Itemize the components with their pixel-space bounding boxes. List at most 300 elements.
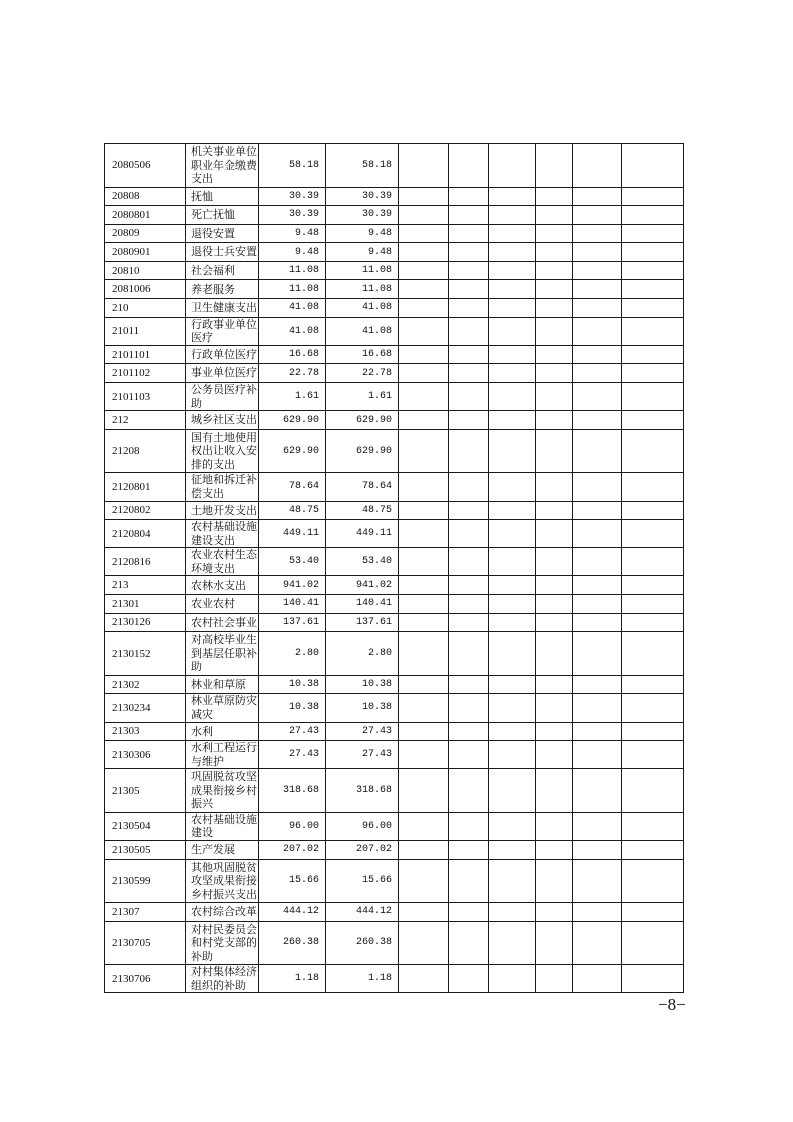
blank-cell xyxy=(399,364,449,383)
amount-cell: 48.75 xyxy=(326,501,399,520)
amount-cell: 9.48 xyxy=(259,224,326,243)
item-name-text: 农村基础设施建设支出 xyxy=(191,520,257,547)
blank-cell xyxy=(489,965,536,993)
table-row xyxy=(105,345,684,364)
blank-cell xyxy=(399,965,449,993)
blank-cell xyxy=(573,411,622,430)
table-row xyxy=(105,383,684,411)
blank-cell xyxy=(449,364,489,383)
blank-cell xyxy=(573,364,622,383)
blank-cell xyxy=(622,224,684,243)
blank-cell xyxy=(399,501,449,520)
blank-cell xyxy=(622,548,684,576)
blank-cell xyxy=(536,859,573,903)
blank-cell xyxy=(399,429,449,473)
amount-cell: 78.64 xyxy=(259,473,326,501)
blank-cell xyxy=(536,595,573,614)
amount-cell: 10.38 xyxy=(326,675,399,694)
blank-cell xyxy=(536,473,573,501)
item-code-cell: 2130152 xyxy=(105,632,186,676)
blank-cell xyxy=(489,317,536,345)
amount-cell: 9.48 xyxy=(259,243,326,262)
blank-cell xyxy=(573,965,622,993)
blank-cell xyxy=(449,261,489,280)
blank-cell xyxy=(536,694,573,722)
blank-cell xyxy=(449,694,489,722)
table-row xyxy=(105,812,684,840)
item-name-text: 农村社会事业 xyxy=(191,615,257,629)
blank-cell xyxy=(489,243,536,262)
table-row xyxy=(105,520,684,548)
blank-cell xyxy=(536,224,573,243)
item-name-cell xyxy=(186,520,259,548)
blank-cell xyxy=(399,741,449,769)
blank-cell xyxy=(399,595,449,614)
amount-cell: 41.08 xyxy=(259,317,326,345)
item-code-cell: 21011 xyxy=(105,317,186,345)
blank-cell xyxy=(536,243,573,262)
item-code-cell: 2120802 xyxy=(105,501,186,520)
item-name-text: 行政单位医疗 xyxy=(191,347,257,361)
item-name-text: 退役士兵安置 xyxy=(191,245,257,259)
table-row xyxy=(105,243,684,262)
amount-cell: 444.12 xyxy=(259,903,326,922)
item-code-cell: 2130234 xyxy=(105,694,186,722)
item-name-cell xyxy=(186,595,259,614)
blank-cell xyxy=(573,741,622,769)
item-name-cell xyxy=(186,812,259,840)
blank-cell xyxy=(449,859,489,903)
blank-cell xyxy=(449,206,489,225)
blank-cell xyxy=(489,261,536,280)
item-name-cell xyxy=(186,429,259,473)
amount-cell: 1.18 xyxy=(259,965,326,993)
item-name-cell xyxy=(186,243,259,262)
blank-cell xyxy=(489,859,536,903)
blank-cell xyxy=(489,576,536,595)
item-code-cell: 2130504 xyxy=(105,812,186,840)
blank-cell xyxy=(622,841,684,860)
blank-cell xyxy=(399,317,449,345)
blank-cell xyxy=(449,144,489,188)
blank-cell xyxy=(622,859,684,903)
blank-cell xyxy=(536,613,573,632)
amount-cell: 27.43 xyxy=(326,741,399,769)
blank-cell xyxy=(449,841,489,860)
item-name-cell xyxy=(186,144,259,188)
item-name-text: 机关事业单位职业年金缴费支出 xyxy=(191,145,257,185)
amount-cell: 137.61 xyxy=(259,613,326,632)
blank-cell xyxy=(399,224,449,243)
blank-cell xyxy=(449,243,489,262)
blank-cell xyxy=(399,280,449,299)
blank-cell xyxy=(399,841,449,860)
blank-cell xyxy=(449,299,489,318)
blank-cell xyxy=(536,722,573,741)
item-code-cell: 21208 xyxy=(105,429,186,473)
item-name-cell xyxy=(186,299,259,318)
blank-cell xyxy=(573,576,622,595)
blank-cell xyxy=(573,187,622,206)
item-name-cell xyxy=(186,364,259,383)
blank-cell xyxy=(399,345,449,364)
item-name-cell xyxy=(186,501,259,520)
amount-cell: 318.68 xyxy=(259,769,326,813)
item-code-cell: 21307 xyxy=(105,903,186,922)
blank-cell xyxy=(449,224,489,243)
item-name-cell xyxy=(186,548,259,576)
table-row xyxy=(105,187,684,206)
blank-cell xyxy=(489,144,536,188)
table-row xyxy=(105,224,684,243)
blank-cell xyxy=(449,595,489,614)
table-row xyxy=(105,317,684,345)
table-row xyxy=(105,632,684,676)
blank-cell xyxy=(622,812,684,840)
item-name-text: 对高校毕业生到基层任职补助 xyxy=(191,633,257,674)
blank-cell xyxy=(622,903,684,922)
amount-cell: 207.02 xyxy=(259,841,326,860)
amount-cell: 41.08 xyxy=(326,317,399,345)
blank-cell xyxy=(449,317,489,345)
blank-cell xyxy=(573,429,622,473)
amount-cell: 58.18 xyxy=(326,144,399,188)
blank-cell xyxy=(622,206,684,225)
blank-cell xyxy=(489,187,536,206)
amount-cell: 629.90 xyxy=(326,429,399,473)
blank-cell xyxy=(573,261,622,280)
amount-cell: 629.90 xyxy=(326,411,399,430)
blank-cell xyxy=(536,144,573,188)
blank-cell xyxy=(536,965,573,993)
item-code-cell: 21301 xyxy=(105,595,186,614)
blank-cell xyxy=(536,206,573,225)
blank-cell xyxy=(536,383,573,411)
blank-cell xyxy=(536,741,573,769)
item-code-cell: 2130599 xyxy=(105,859,186,903)
blank-cell xyxy=(536,812,573,840)
blank-cell xyxy=(536,261,573,280)
amount-cell: 41.08 xyxy=(259,299,326,318)
blank-cell xyxy=(573,299,622,318)
amount-cell: 53.40 xyxy=(259,548,326,576)
blank-cell xyxy=(449,501,489,520)
blank-cell xyxy=(399,411,449,430)
blank-cell xyxy=(573,473,622,501)
item-name-text: 对村民委员会和村党支部的补助 xyxy=(191,922,257,963)
blank-cell xyxy=(449,632,489,676)
blank-cell xyxy=(573,548,622,576)
table-row xyxy=(105,769,684,813)
table-row xyxy=(105,280,684,299)
table-body xyxy=(105,144,684,993)
blank-cell xyxy=(573,613,622,632)
blank-cell xyxy=(573,769,622,813)
item-name-cell xyxy=(186,411,259,430)
blank-cell xyxy=(573,722,622,741)
blank-cell xyxy=(489,694,536,722)
item-code-cell: 2101103 xyxy=(105,383,186,411)
amount-cell: 9.48 xyxy=(326,224,399,243)
amount-cell: 15.66 xyxy=(259,859,326,903)
blank-cell xyxy=(399,921,449,965)
amount-cell: 30.39 xyxy=(326,187,399,206)
blank-cell xyxy=(449,473,489,501)
blank-cell xyxy=(449,613,489,632)
blank-cell xyxy=(449,520,489,548)
table-row xyxy=(105,299,684,318)
blank-cell xyxy=(622,741,684,769)
blank-cell xyxy=(622,261,684,280)
table-row xyxy=(105,411,684,430)
blank-cell xyxy=(573,224,622,243)
item-name-cell xyxy=(186,841,259,860)
blank-cell xyxy=(449,812,489,840)
table-row xyxy=(105,473,684,501)
blank-cell xyxy=(536,841,573,860)
item-name-text: 公务员医疗补助 xyxy=(191,383,257,410)
item-code-cell: 21305 xyxy=(105,769,186,813)
item-name-cell xyxy=(186,383,259,411)
blank-cell xyxy=(536,903,573,922)
item-name-cell xyxy=(186,613,259,632)
page-number: −8− xyxy=(658,995,686,1014)
blank-cell xyxy=(622,411,684,430)
amount-cell: 10.38 xyxy=(326,694,399,722)
blank-cell xyxy=(449,383,489,411)
blank-cell xyxy=(622,694,684,722)
blank-cell xyxy=(622,187,684,206)
table-row xyxy=(105,576,684,595)
item-name-cell xyxy=(186,206,259,225)
blank-cell xyxy=(489,364,536,383)
table-row xyxy=(105,548,684,576)
amount-cell: 1.18 xyxy=(326,965,399,993)
blank-cell xyxy=(489,722,536,741)
blank-cell xyxy=(399,299,449,318)
blank-cell xyxy=(622,675,684,694)
amount-cell: 10.38 xyxy=(259,675,326,694)
blank-cell xyxy=(622,769,684,813)
item-code-cell: 2120801 xyxy=(105,473,186,501)
item-name-text: 其他巩固脱贫攻坚成果衔接乡村振兴支出 xyxy=(191,860,257,901)
item-name-text: 水利工程运行与维护 xyxy=(191,741,257,768)
table-row xyxy=(105,921,684,965)
blank-cell xyxy=(399,812,449,840)
item-name-cell xyxy=(186,280,259,299)
item-name-text: 巩固脱贫攻坚成果衔接乡村振兴 xyxy=(191,770,257,811)
table-row xyxy=(105,722,684,741)
blank-cell xyxy=(622,345,684,364)
blank-cell xyxy=(399,206,449,225)
amount-cell: 48.75 xyxy=(259,501,326,520)
amount-cell: 1.61 xyxy=(326,383,399,411)
item-name-text: 对村集体经济组织的补助 xyxy=(191,965,257,992)
blank-cell xyxy=(489,548,536,576)
table-row xyxy=(105,675,684,694)
blank-cell xyxy=(399,694,449,722)
item-name-cell xyxy=(186,317,259,345)
table-row xyxy=(105,965,684,993)
blank-cell xyxy=(399,144,449,188)
amount-cell: 16.68 xyxy=(259,345,326,364)
item-code-cell: 2130505 xyxy=(105,841,186,860)
blank-cell xyxy=(536,317,573,345)
blank-cell xyxy=(489,411,536,430)
amount-cell: 449.11 xyxy=(326,520,399,548)
blank-cell xyxy=(489,501,536,520)
amount-cell: 444.12 xyxy=(326,903,399,922)
blank-cell xyxy=(489,741,536,769)
item-code-cell: 2101101 xyxy=(105,345,186,364)
blank-cell xyxy=(573,632,622,676)
blank-cell xyxy=(449,548,489,576)
blank-cell xyxy=(489,520,536,548)
blank-cell xyxy=(399,261,449,280)
blank-cell xyxy=(536,187,573,206)
amount-cell: 96.00 xyxy=(259,812,326,840)
amount-cell: 15.66 xyxy=(326,859,399,903)
table-row xyxy=(105,841,684,860)
amount-cell: 10.38 xyxy=(259,694,326,722)
blank-cell xyxy=(449,429,489,473)
amount-cell: 260.38 xyxy=(326,921,399,965)
blank-cell xyxy=(622,317,684,345)
blank-cell xyxy=(449,769,489,813)
item-name-cell xyxy=(186,859,259,903)
blank-cell xyxy=(573,243,622,262)
item-name-text: 土地开发支出 xyxy=(191,503,257,517)
amount-cell: 30.39 xyxy=(326,206,399,225)
blank-cell xyxy=(399,187,449,206)
item-code-cell: 2120804 xyxy=(105,520,186,548)
item-name-cell xyxy=(186,903,259,922)
table-row xyxy=(105,429,684,473)
item-name-text: 征地和拆迁补偿支出 xyxy=(191,473,257,500)
amount-cell: 137.61 xyxy=(326,613,399,632)
item-name-text: 水利 xyxy=(191,724,213,738)
blank-cell xyxy=(536,520,573,548)
item-name-text: 退役安置 xyxy=(191,226,235,240)
blank-cell xyxy=(489,224,536,243)
table-row xyxy=(105,144,684,188)
amount-cell: 27.43 xyxy=(326,722,399,741)
table-row xyxy=(105,206,684,225)
item-name-text: 林业草原防灾减灾 xyxy=(191,694,257,721)
amount-cell: 78.64 xyxy=(326,473,399,501)
amount-cell: 1.61 xyxy=(259,383,326,411)
item-name-cell xyxy=(186,965,259,993)
blank-cell xyxy=(489,769,536,813)
item-code-cell: 2080506 xyxy=(105,144,186,188)
table-row xyxy=(105,501,684,520)
blank-cell xyxy=(536,921,573,965)
amount-cell: 11.08 xyxy=(259,280,326,299)
blank-cell xyxy=(622,429,684,473)
blank-cell xyxy=(573,595,622,614)
blank-cell xyxy=(449,280,489,299)
blank-cell xyxy=(449,741,489,769)
item-code-cell: 20810 xyxy=(105,261,186,280)
blank-cell xyxy=(449,965,489,993)
item-name-text: 农村基础设施建设 xyxy=(191,812,257,840)
blank-cell xyxy=(573,903,622,922)
amount-cell: 629.90 xyxy=(259,411,326,430)
blank-cell xyxy=(573,501,622,520)
item-code-cell: 2130706 xyxy=(105,965,186,993)
amount-cell: 11.08 xyxy=(326,280,399,299)
amount-cell: 629.90 xyxy=(259,429,326,473)
item-name-text: 农村综合改革 xyxy=(191,905,257,919)
blank-cell xyxy=(489,841,536,860)
item-name-cell xyxy=(186,345,259,364)
blank-cell xyxy=(536,364,573,383)
item-name-cell xyxy=(186,769,259,813)
amount-cell: 11.08 xyxy=(259,261,326,280)
blank-cell xyxy=(536,299,573,318)
blank-cell xyxy=(449,187,489,206)
blank-cell xyxy=(449,903,489,922)
amount-cell: 27.43 xyxy=(259,741,326,769)
item-code-cell: 2101102 xyxy=(105,364,186,383)
blank-cell xyxy=(489,206,536,225)
item-name-text: 死亡抚恤 xyxy=(191,208,235,222)
item-name-text: 农业农村 xyxy=(191,597,235,611)
item-name-text: 城乡社区支出 xyxy=(191,413,257,427)
blank-cell xyxy=(573,921,622,965)
blank-cell xyxy=(622,576,684,595)
blank-cell xyxy=(399,520,449,548)
item-code-cell: 2120816 xyxy=(105,548,186,576)
blank-cell xyxy=(489,383,536,411)
blank-cell xyxy=(399,243,449,262)
blank-cell xyxy=(449,722,489,741)
amount-cell: 30.39 xyxy=(259,187,326,206)
blank-cell xyxy=(449,675,489,694)
item-name-text: 卫生健康支出 xyxy=(191,301,257,315)
amount-cell: 27.43 xyxy=(259,722,326,741)
blank-cell xyxy=(489,280,536,299)
blank-cell xyxy=(573,206,622,225)
item-code-cell: 2080901 xyxy=(105,243,186,262)
amount-cell: 53.40 xyxy=(326,548,399,576)
blank-cell xyxy=(573,144,622,188)
blank-cell xyxy=(489,921,536,965)
blank-cell xyxy=(573,812,622,840)
table-row xyxy=(105,364,684,383)
blank-cell xyxy=(622,613,684,632)
blank-cell xyxy=(399,632,449,676)
blank-cell xyxy=(536,429,573,473)
blank-cell xyxy=(573,280,622,299)
blank-cell xyxy=(622,632,684,676)
blank-cell xyxy=(536,769,573,813)
blank-cell xyxy=(536,345,573,364)
table-row xyxy=(105,694,684,722)
blank-cell xyxy=(449,345,489,364)
blank-cell xyxy=(622,921,684,965)
blank-cell xyxy=(622,722,684,741)
amount-cell: 96.00 xyxy=(326,812,399,840)
blank-cell xyxy=(622,383,684,411)
item-code-cell: 2081006 xyxy=(105,280,186,299)
blank-cell xyxy=(399,576,449,595)
item-code-cell: 213 xyxy=(105,576,186,595)
item-code-cell: 21302 xyxy=(105,675,186,694)
blank-cell xyxy=(622,473,684,501)
blank-cell xyxy=(573,859,622,903)
blank-cell xyxy=(489,903,536,922)
